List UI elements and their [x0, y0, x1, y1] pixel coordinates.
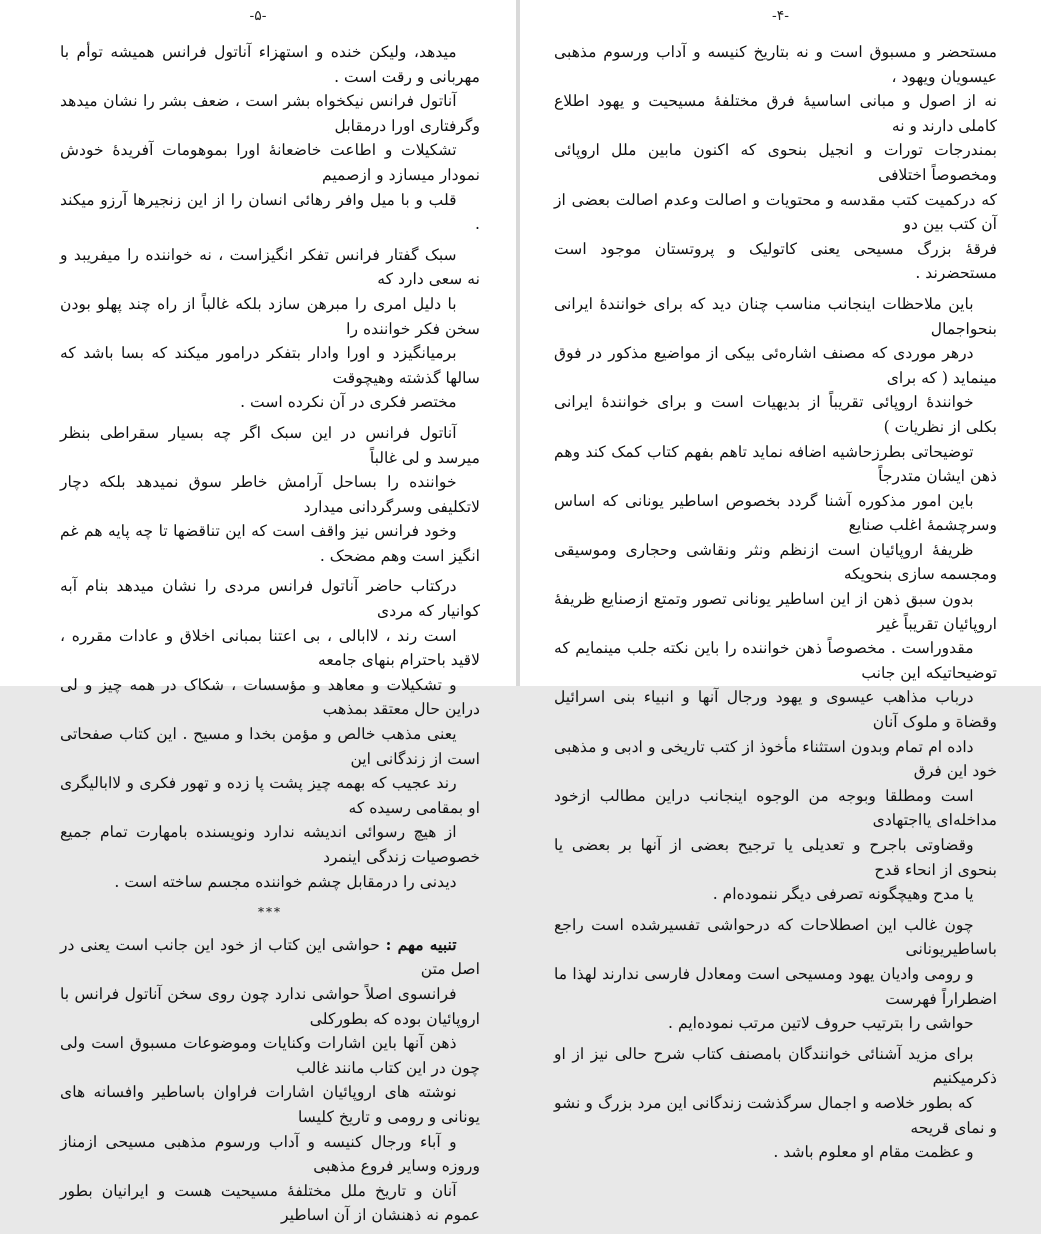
paragraph: باین ملاحظات اینجانب مناسب چنان دید که برای خوانندهٔ ایرانی بنحواجمال درهر موردی که مصنف اشاره‌ئی بیکی از مواضیع مذکور در فوق مینماید ( که برای خوانندهٔ اروپائی تقریباً از بدیهیات است و برای خوانندهٔ ایرانی بکلی از نظریات ) توضیحاتی بطرزحاشیه اضافه نماید تاهم بفهم کتاب کمک کند وهم ذهن ایشان متدرجاً باین امور مذکوره آشنا گردد بخصوص اساطیر یونانی که اساس وسرچشمهٔ اغلب صنایع ظریفهٔ اروپائیان است ازنظم ونثر ونقاشی وحجاری وموسیقی ومجسمه سازی بنحویکه بدون سبق ذهن از این اساطیر یونانی تصور وتمتع ازصنایع ظریفهٔ اروپائیان تقریباً غیر مقدوراست . مخصوصاً ذهن خواننده را باین نکته جلب مینمایم که توضیحاتیکه این جانب درباب مذاهب عیسوی و یهود ورجال آنها و انبیاء بنی اسرائیل وقضاة و ملوک آنان داده ام تمام وبدون استثناء مأخوذ از کتب تاریخی و ادبی و مذهبی خود این فرق است ومطلقا وبوجه من الوجوه اینجانب دراین مطالب ازخود مداخله‌ای یااجتهادی وقضاوتی باجرح و تعدیلی یا ترجیح بعضی از آنها بر بعضی یا بنحوی از انحاء قدح یا مدح وهیچگونه تصرفی دیگر ننموده‌ام .	[554, 294, 997, 904]
paragraph: مستحضر و مسبوق است و نه بتاریخ کنیسه و آداب ورسوم مذهبی عیسویان ویهود ، نه از اصول و مبانی اساسیهٔ فرق مختلفهٔ مسیحیت و یهود اطلاع کاملی دارند و نه بمندرجات تورات و انجیل بنحوی که اکنون مابین ملل اروپائی ومخصوصاً اختلافی که درکمیت کتب مقدسه و محتویات و اصالت وعدم اصالت بعضی از آن کتب بین دو فرقهٔ بزرگ مسیحی یعنی کاتولیک و پروتستان موجود است مستحضرند .	[554, 43, 997, 283]
paragraph: آناتول فرانس در این سبک اگر چه بسیار سقراطی بنظر میرسد و لی غالباً خواننده را بساحل آرامش خاطر سوق نمیدهد بلکه دچار لاتکلیفی وسرگردانی میدارد وخود فرانس نیز واقف است که این تناقضها تا چه پایه هم غم انگیز است وهم مضحک .	[60, 423, 480, 565]
right-page-text	[554, 40, 997, 1171]
page-number-left: -۵-	[249, 8, 267, 24]
note-paragraph: تنبیه مهم : حواشی این کتاب از خود این جانب است یعنی در اصل متن فرانسوی اصلاً حواشی ندارد چون روی سخن آناتول فرانس با اروپائیان بوده که بطورکلی ذهن آنها باین اشارات وکنایات وموضوعات مسبوق است ولی چون در این کتاب مانند غالب نوشته های اروپائیان اشارات فراوان باساطیر وافسانه های یونانی و رومی و تاریخ کلیسا و آباء ورجال کنیسه و آداب ورسوم مذهبی مسیحی ازمناز وروزه وسایر فروع مذهبی آنان و تاریخ ملل مختلفهٔ مسیحیت هست و ایرانیان بطور عموم نه ذهنشان از آن اساطیر	[60, 934, 480, 1225]
left-page-text	[60, 40, 480, 1234]
paragraph: سبک گفتار فرانس تفکر انگیزاست ، نه خواننده را میفریبد و نه سعی دارد که با دلیل امری را مبرهن سازد بلکه غالباً از راه چند پهلو بودن سخن فکر خواننده را برمیانگیزد و اورا وادار بتفکر درامور میکند که بسا باشد که سالها گذشته وهیچوقت مختصر فکری در آن نکرده است .	[60, 245, 480, 412]
right-page	[520, 0, 1041, 1162]
paragraph: برای مزید آشنائی خوانندگان بامصنف کتاب شرح حالی نیز از او ذکرمیکنیم که بطور خلاصه و اجمال سرگذشت زندگانی این مرد بزرگ و نشو و نمای قریحه و عظمت مقام او معلوم باشد .	[554, 1044, 997, 1162]
page-number-right: -۴-	[772, 8, 789, 24]
section-divider-stars: ***	[258, 905, 282, 920]
paragraph: چون غالب این اصطلاحات که درحواشی تفسیرشده است راجع باساطیریونانی و رومی وادیان یهود ومسیحی است ومعادل فارسی ندارند لهذا ما اضطراراً فهرست حواشی را بترتیب حروف لاتین مرتب نموده‌ایم .	[554, 915, 997, 1033]
paragraph: درکتاب حاضر آناتول فرانس مردی را نشان میدهد بنام آبه کوانیار که مردی است رند ، لاابالی ، بی اعتنا بمبانی اخلاق و عادات مقرره ، لاقید باحترام بنهای جامعه و تشکیلات و معاهد و مؤسسات ، شکاک در همه چیز و لی دراین حال معتقد بمذهب یعنی مذهب خالص و مؤمن بخدا و مسیح . این کتاب صفحاتی است از زندگانی این رند عجیب که بهمه چیز پشت پا زده و تهور فکری و لاابالیگری او بمقامی رسیده که از هیچ رسوائی اندیشه ندارد ونویسنده بامهارت تمام جمیع خصوصیات زندگی اینمرد دیدنی را درمقابل چشم خواننده مجسم ساخته است .	[60, 577, 480, 891]
paragraph: میدهد، ولیکن خنده و استهزاء آناتول فرانس همیشه توأم با مهربانی و رقت است . آناتول فرانس نیکخواه بشر است ، ضعف بشر را نشان میدهد وگرفتاری اورا درمقابل تشکیلات و اطاعت خاضعانهٔ اورا بموهومات آفریدهٔ خودش نمودار میسازد و ازصمیم قلب و با میل وافر رهائی انسان را از این زنجیرها آرزو میکند .	[60, 43, 480, 234]
note-title: تنبیه مهم :	[385, 934, 457, 954]
left-page	[0, 0, 516, 1225]
